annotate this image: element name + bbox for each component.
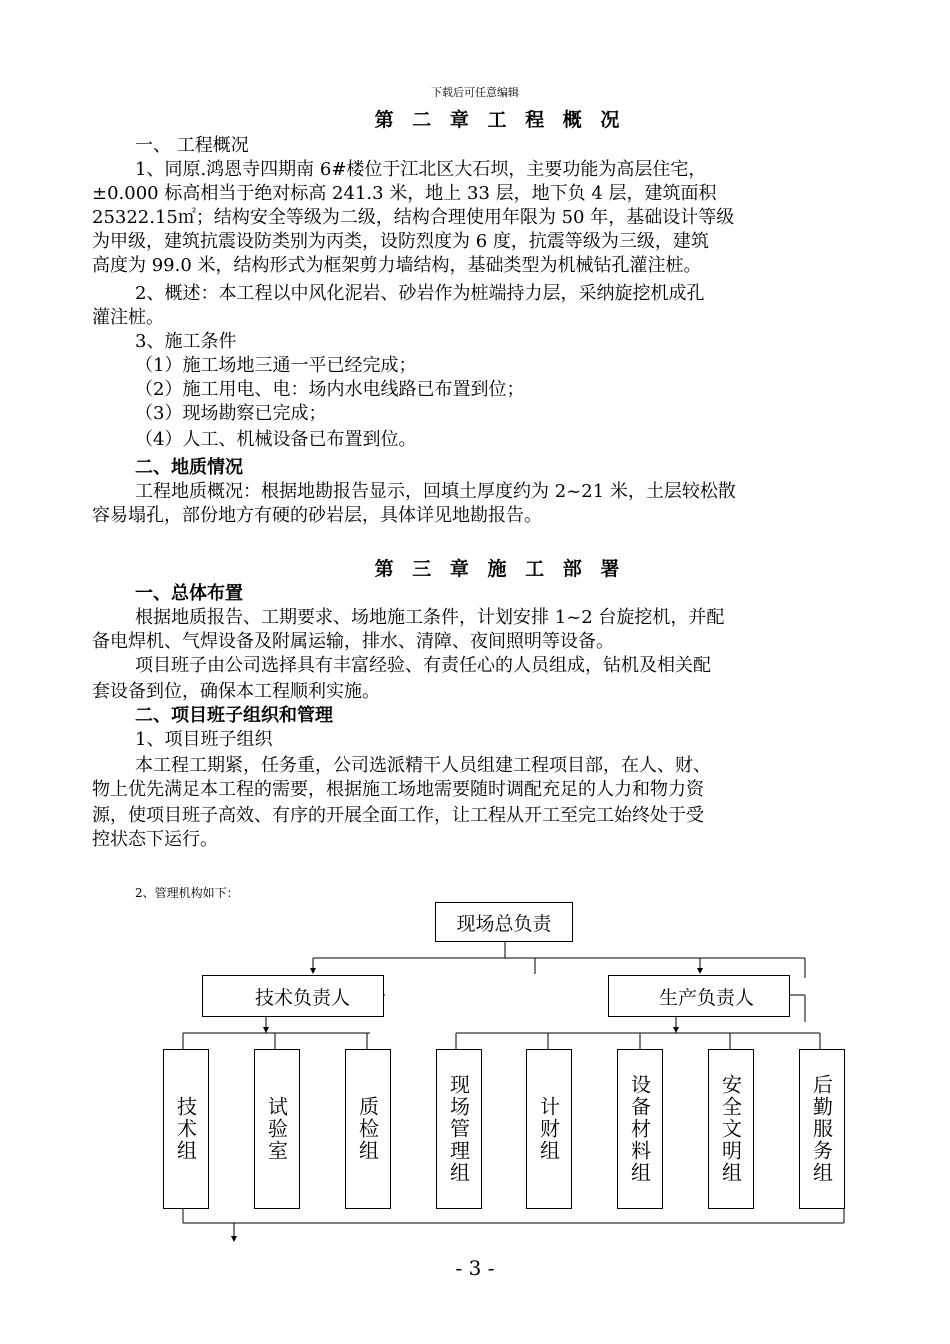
page-number: - 3 - <box>455 1256 495 1280</box>
paragraph-line: 为甲级，建筑抗震设防类别为丙类，设防烈度为 6 度，抗震等级为三级，建筑 <box>92 231 709 252</box>
section-title: 二、地质情况 <box>135 457 243 478</box>
paragraph-line: 项目班子由公司选择具有丰富经验、有责任心的人员组成，钻机及相关配 <box>135 655 711 676</box>
org-group-box: 后勤服务组 <box>799 1049 845 1209</box>
org-group-box: 现场管理组 <box>436 1049 482 1209</box>
paragraph-line: 工程地质概况：根据地勘报告显示，回填土厚度约为 2~21 米，土层较松散 <box>135 481 736 502</box>
paragraph-line: 物上优先满足本工程的需要，根据施工场地需要随时调配充足的人力和物力资 <box>92 779 704 800</box>
paragraph-line: 2、概述：本工程以中风化泥岩、砂岩作为桩端持力层，采纳旋挖机成孔 <box>135 283 705 304</box>
org-group-box: 质检组 <box>345 1049 391 1209</box>
list-item: （3）现场勘察已完成； <box>135 403 327 424</box>
chapter2-title: 第 二 章 工 程 概 况 <box>374 109 626 131</box>
chapter3-title: 第 三 章 施 工 部 署 <box>374 558 626 580</box>
subsection-title: 1、项目班子组织 <box>135 729 273 750</box>
list-item: （4）人工、机械设备已布置到位。 <box>135 429 417 450</box>
paragraph-line: 容易塌孔，部份地方有硬的砂岩层，具体详见地勘报告。 <box>92 505 542 526</box>
org-group-box: 试验室 <box>254 1049 300 1209</box>
section-title: 一、总体布置 <box>135 583 243 604</box>
paragraph-line: 根据地质报告、工期要求、场地施工条件，计划安排 1~2 台旋挖机，并配 <box>135 607 725 628</box>
paragraph-line: 备电焊机、气焊设备及附属运输，排水、清障、夜间照明等设备。 <box>92 631 614 652</box>
paragraph-line: 控状态下运行。 <box>92 829 218 850</box>
section-title: 一、 工程概况 <box>135 135 249 156</box>
paragraph-line: 源，使项目班子高效、有序的开展全面工作，让工程从开工至完工始终处于受 <box>92 805 704 826</box>
org-production-lead-box: 生产负责人 <box>608 975 790 1017</box>
org-group-box: 计财组 <box>526 1049 572 1209</box>
list-item: （1）施工场地三通一平已经完成； <box>135 355 417 376</box>
paragraph-line: 25322.15㎡；结构安全等级为二级，结构合理使用年限为 50 年，基础设计等级 <box>92 207 735 228</box>
paragraph-line: 1、同原.鸿恩寺四期南 6#楼位于江北区大石坝，主要功能为高层住宅， <box>135 159 707 180</box>
header-note: 下载后可任意编辑 <box>431 86 519 99</box>
paragraph-line: 本工程工期紧，任务重，公司选派精干人员组建工程项目部，在人、财、 <box>135 755 711 776</box>
org-group-box: 安全文明组 <box>708 1049 754 1209</box>
org-caption: 2、管理机构如下： <box>135 886 239 900</box>
org-technical-lead-box: 技术负责人 <box>202 975 384 1017</box>
subsection-title: 3、施工条件 <box>135 331 237 352</box>
section-title: 二、项目班子组织和管理 <box>135 705 333 726</box>
paragraph-line: 灌注桩。 <box>92 307 164 328</box>
org-group-box: 设备材料组 <box>617 1049 663 1209</box>
paragraph-line: 套设备到位，确保本工程顺利实施。 <box>92 681 380 702</box>
org-top-box: 现场总负责 <box>435 902 573 942</box>
list-item: （2）施工用电、电：场内水电线路已布置到位； <box>135 379 525 400</box>
paragraph-line: 高度为 99.0 米，结构形式为框架剪力墙结构，基础类型为机械钻孔灌注桩。 <box>92 255 702 276</box>
org-group-box: 技术组 <box>163 1049 209 1209</box>
paragraph-line: ±0.000 标高相当于绝对标高 241.3 米，地上 33 层，地下负 4 层，建筑面积 <box>92 183 717 204</box>
